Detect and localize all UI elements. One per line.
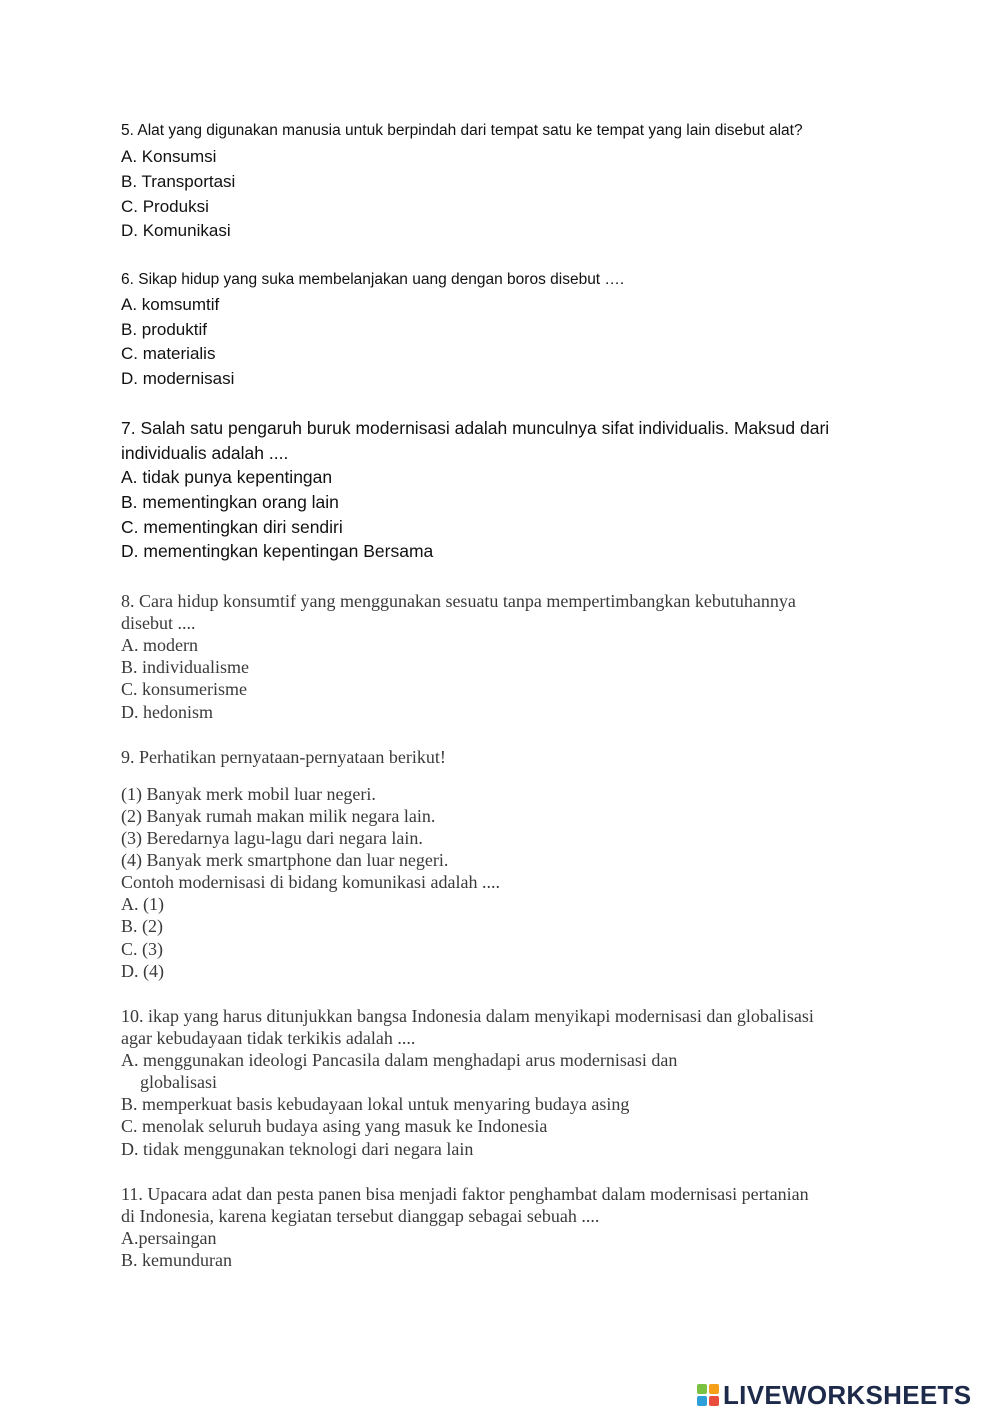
question-7-option-d: D. mementingkan kepentingan Bersama <box>121 541 434 561</box>
question-9-statement-1: (1) Banyak merk mobil luar negeri. <box>121 784 376 804</box>
question-5-option-b: B. Transportasi <box>121 172 236 191</box>
question-5-text: 5. Alat yang digunakan manusia untuk berpindah dari tempat satu ke tempat yang lain disebut alat? <box>121 122 803 139</box>
question-9-option-b: B. (2) <box>121 916 163 936</box>
question-11-text-line-1: 11. Upacara adat dan pesta panen bisa menjadi faktor penghambat dalam modernisasi pertanian <box>121 1184 809 1204</box>
question-11-option-b: B. kemunduran <box>121 1250 232 1270</box>
question-8-option-b: B. individualisme <box>121 657 249 677</box>
question-10-option-a-line-2: globalisasi <box>140 1072 217 1092</box>
question-7-text-line-1: 7. Salah satu pengaruh buruk modernisasi adalah munculnya sifat individualis. Maksud dari <box>121 418 830 438</box>
question-10-option-d: D. tidak menggunakan teknologi dari negara lain <box>121 1139 474 1159</box>
question-9-option-c: C. (3) <box>121 939 163 959</box>
question-7-option-c: C. mementingkan diri sendiri <box>121 517 343 537</box>
question-8-text-line-2: disebut .... <box>121 613 196 633</box>
question-8-option-d: D. hedonism <box>121 702 213 722</box>
question-7-text-line-2: individualis adalah .... <box>121 443 289 463</box>
question-8-option-a: A. modern <box>121 635 198 655</box>
liveworksheets-logo-icon <box>697 1384 719 1406</box>
question-10-option-c: C. menolak seluruh budaya asing yang masuk ke Indonesia <box>121 1116 548 1136</box>
question-6-text: 6. Sikap hidup yang suka membelanjakan uang dengan boros disebut …. <box>121 271 625 288</box>
question-10-text-line-1: 10. ikap yang harus ditunjukkan bangsa Indonesia dalam menyikapi modernisasi dan globalisasi <box>121 1006 814 1026</box>
question-9-option-a: A. (1) <box>121 894 164 914</box>
question-5-option-c: C. Produksi <box>121 197 209 216</box>
question-5-option-a: A. Konsumsi <box>121 147 217 166</box>
question-10-text-line-2: agar kebudayaan tidak terkikis adalah .... <box>121 1028 416 1048</box>
question-11-text-line-2: di Indonesia, karena kegiatan tersebut dianggap sebagai sebuah .... <box>121 1206 600 1226</box>
question-9-option-d: D. (4) <box>121 961 164 981</box>
question-7-option-a: A. tidak punya kepentingan <box>121 467 333 487</box>
liveworksheets-logo <box>697 1378 971 1412</box>
question-9-statement-3: (3) Beredarnya lagu-lagu dari negara lain. <box>121 828 423 848</box>
question-9-prompt: Contoh modernisasi di bidang komunikasi adalah .... <box>121 872 500 892</box>
question-7-option-b: B. mementingkan orang lain <box>121 492 339 512</box>
question-6-option-d: D. modernisasi <box>121 369 235 388</box>
question-6-option-a: A. komsumtif <box>121 295 220 314</box>
question-9-text: 9. Perhatikan pernyataan-pernyataan berikut! <box>121 747 446 767</box>
question-10-option-b: B. memperkuat basis kebudayaan lokal untuk menyaring budaya asing <box>121 1094 630 1114</box>
question-8-option-c: C. konsumerisme <box>121 679 247 699</box>
question-6-option-b: B. produktif <box>121 320 207 339</box>
question-5-option-d: D. Komunikasi <box>121 221 231 240</box>
question-10-option-a-line-1: A. menggunakan ideologi Pancasila dalam menghadapi arus modernisasi dan <box>121 1050 678 1070</box>
question-9-statement-2: (2) Banyak rumah makan milik negara lain. <box>121 806 436 826</box>
question-6-option-c: C. materialis <box>121 344 216 363</box>
liveworksheets-logo-text: LIVEWORKSHEETS <box>723 1379 972 1410</box>
question-11-option-a: A.persaingan <box>121 1228 217 1248</box>
question-8-text-line-1: 8. Cara hidup konsumtif yang menggunakan sesuatu tanpa mempertimbangkan kebutuhannya <box>121 591 796 611</box>
question-9-statement-4: (4) Banyak merk smartphone dan luar negeri. <box>121 850 449 870</box>
